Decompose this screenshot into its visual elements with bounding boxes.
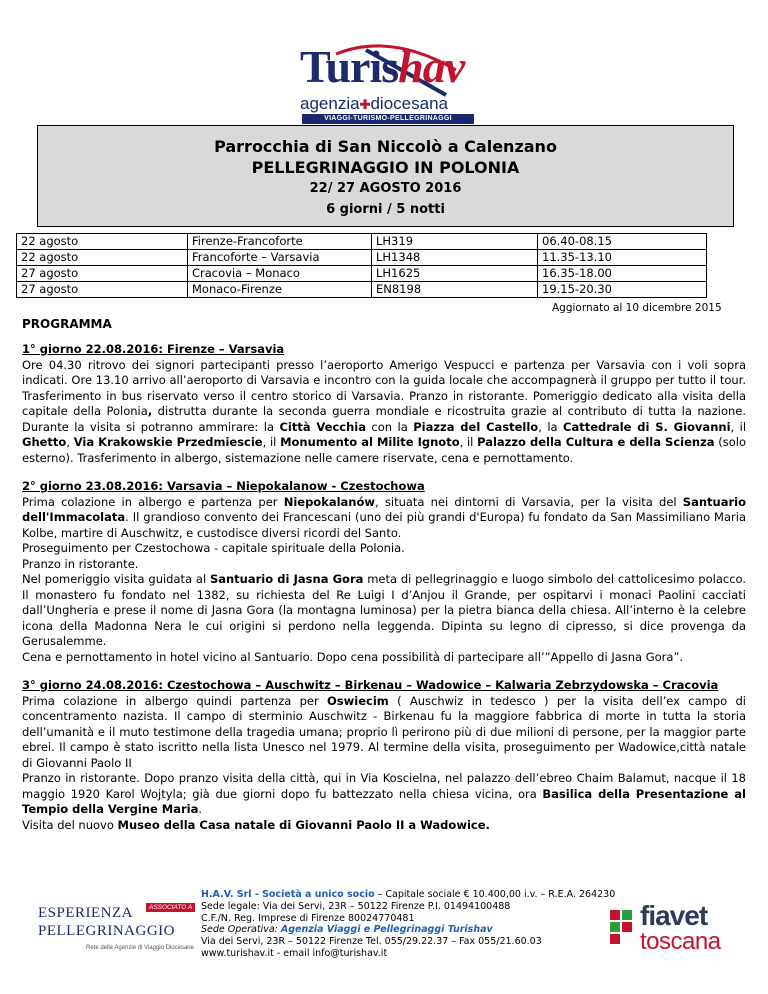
fiavet-mark-icon xyxy=(608,908,636,948)
flight-route: Monaco-Firenze xyxy=(188,282,372,298)
footer-line xyxy=(201,889,621,901)
exp-logo-line2: PELLEGRINAGGIO xyxy=(38,923,175,939)
logo-band: VIAGGI-TURISMO-PELLEGRINAGGI xyxy=(302,114,474,124)
programme-heading: PROGRAMMA xyxy=(22,317,112,331)
logo-word-left: Turis xyxy=(300,41,399,92)
day2-text xyxy=(22,495,746,542)
trip-duration: 6 giorni / 5 notti xyxy=(326,202,445,217)
day3-text xyxy=(22,771,746,818)
table-row xyxy=(17,250,707,266)
footer-line xyxy=(201,924,621,936)
flight-date: 22 agosto xyxy=(17,250,188,266)
table-row xyxy=(17,282,707,298)
day2-text: Cena e pernottamento in hotel vicino al Santuario. Dopo cena possibilità di partecipare all’”Appello di Jasna Gora”. xyxy=(22,649,684,664)
day1-text xyxy=(22,358,746,467)
day2-text xyxy=(22,572,746,650)
parish-name: Parrocchia di San Niccolò a Calenzano xyxy=(214,137,557,156)
flight-time: 16.35-18.00 xyxy=(538,266,707,282)
place-name: Santuario dell'Immacolata xyxy=(22,494,746,524)
text-run: , il xyxy=(262,435,281,449)
text-run: Pranzo in ristorante. Dopo pranzo visita della città, qui in Via Koscielna, nel palazzo dell’ebreo Chaim Balamut, nacque il 18 maggio 1920 Karol Wojtyla; già due giorni dopo fu battezzato nella chiesa vicina, ora xyxy=(22,771,746,801)
fiavet-region: toscana xyxy=(640,928,721,955)
company-name: H.A.V. Srl - Società a unico socio xyxy=(201,889,375,900)
flight-number: LH1348 xyxy=(372,250,538,266)
text-run: Ore 04.30 ritrovo dei signori partecipanti presso l’aeroporto Amerigo Vespucci e partenza per Varsavia con i voli sopra indicati. Ore 13.10 arrivo all’aeroporto di Varsavia e incontro con la guida locale che accompagnerà il gruppo per tutto il tour. Trasferimento in bus riservato verso il centro storico di Varsavia. Pranzo in ristorante. Pomeriggio dedicato alla visita della capitale della Polonia xyxy=(22,357,746,418)
operative-label: Sede Operativa: xyxy=(201,924,281,936)
flight-number: LH319 xyxy=(372,234,538,250)
text-run: ( Auschwiz in tedesco ) per la visita dell’ex campo di concentramento nazista. Il campo di sterminio Auschwitz - Birkenau fu la maggiore fabbrica di morte in tutta la storia dell’umanità e il muto testimone della tragedia umana; proprio lì perirono più di due milioni di persone, per la maggior parte ebrei. Il campo è stato iscritto nella lista Unesco nel 1979. Al termine della visita, proseguimento per Wadowice,città natale di Giovanni Paolo II xyxy=(22,693,747,770)
flight-number: EN8198 xyxy=(372,282,538,298)
text-run: Prima colazione in albergo e partenza per xyxy=(22,494,284,509)
day2-title xyxy=(22,479,746,495)
text-run: distrutta durante la seconda guerra mondiale e ricostruita grazie al contributo di tutta la nazione. Durante la visita si potranno ammirare: la xyxy=(22,404,747,434)
company-capital: – Capitale sociale € 10.400,00 i.v. – R.E.A. 264230 xyxy=(374,889,616,900)
text-run: (solo esterno). Trasferimento in albergo, sistemazione nelle camere riservate, cena e pernottamento. xyxy=(22,435,746,465)
footer-line: C.F./N. Reg. Imprese di Firenze 80024770481 xyxy=(201,912,415,924)
place-name: Basilica della Presentazione al Tempio della Vergine Maria xyxy=(22,786,746,816)
updated-note: Aggiornato al 10 dicembre 2015 xyxy=(552,302,722,314)
logo-wordmark xyxy=(300,40,464,93)
place-name: Museo della Casa natale di Giovanni Paolo II a Wadowice. xyxy=(117,817,490,832)
trip-dates: 22/ 27 AGOSTO 2016 xyxy=(309,181,462,196)
logo-sub-left: agenzia xyxy=(300,94,360,113)
place-name: Palazzo della Cultura e della Scienza xyxy=(477,435,715,449)
place-name: Cattedrale di S. Giovanni xyxy=(563,419,731,434)
day3-text xyxy=(22,818,746,834)
flight-route: Firenze-Francoforte xyxy=(188,234,372,250)
place-name: Monumento al Milite Ignoto xyxy=(280,435,460,449)
flight-time: 19.15-20.30 xyxy=(538,282,707,298)
exp-logo-line1: ESPERIENZA xyxy=(38,905,133,921)
logo-word-right: hav xyxy=(398,41,465,92)
flights-table xyxy=(16,233,707,298)
place-name: Niepokalanów xyxy=(283,494,376,509)
footer-line: Sede legale: Via dei Servi, 23R – 50122 Firenze P.I. 01494100488 xyxy=(201,900,511,912)
place-name: Oswiecim xyxy=(327,693,389,708)
bold-run: , xyxy=(147,404,153,418)
text-run: Prima colazione in albergo quindi partenza per xyxy=(22,693,328,708)
flight-route: Francoforte – Varsavia xyxy=(188,250,372,266)
exp-logo-caption: Rete delle Agenzie di Viaggio Diocesane xyxy=(86,945,194,951)
day1-title xyxy=(22,342,746,358)
header-box xyxy=(37,125,734,227)
flight-time: 11.35-13.10 xyxy=(538,250,707,266)
day2-text: Proseguimento per Czestochowa - capitale spirituale della Polonia. xyxy=(22,541,405,555)
operative-name: Agenzia Viaggi e Pellegrinaggi Turishav xyxy=(280,924,493,936)
exp-logo-badge: ASSOCIATO A xyxy=(146,903,195,912)
text-run: . Il grandioso convento dei Francescani (uno dei più grandi d'Europa) fu fondato da San Massimiliano Maria Kolbe, martire di Auschwitz, e custodisce diversi ricordi del Santo. xyxy=(22,510,746,540)
cross-icon: ✚ xyxy=(359,97,371,112)
day3-title xyxy=(22,678,746,694)
day2-text: Pranzo in ristorante. xyxy=(22,556,139,571)
logo-subtitle xyxy=(300,94,448,114)
flight-route: Cracovia – Monaco xyxy=(188,266,372,282)
text-run: , il xyxy=(459,435,478,449)
footer-line: www.turishav.it - email info@turishav.it xyxy=(201,947,388,959)
table-row xyxy=(17,234,707,250)
table-row xyxy=(17,266,707,282)
place-name: Santuario di Jasna Gora xyxy=(209,572,364,586)
text-run: , il xyxy=(730,419,747,434)
flight-date: 22 agosto xyxy=(17,234,188,250)
place-name: Via Krakowskie Przedmiescie xyxy=(73,435,263,449)
place-name: Ghetto xyxy=(22,435,67,449)
text-run: con la xyxy=(365,419,414,434)
day3-text xyxy=(22,694,746,772)
text-run: . xyxy=(198,802,202,816)
flight-number: LH1625 xyxy=(372,266,538,282)
day-title: 3° giorno 24.08.2016: Czestochowa – Auschwitz – Birkenau – Wadowice – Kalwaria Zebrzydowska – Cracovia xyxy=(22,678,719,692)
day-title: 1° giorno 22.08.2016: Firenze – Varsavia xyxy=(22,342,285,356)
text-run: , situata nei dintorni di Varsavia, per la visita del xyxy=(375,494,683,509)
flight-time: 06.40-08.15 xyxy=(538,234,707,250)
footer-line: Via dei Servi, 23R – 50122 Firenze Tel. 055/29.22.37 – Fax 055/21.60.03 xyxy=(201,936,542,948)
trip-title: PELLEGRINAGGIO IN POLONIA xyxy=(251,158,520,177)
logo-sub-right: diocesana xyxy=(370,94,448,113)
day-title: 2° giorno 23.08.2016: Varsavia – Niepokalanow - Czestochowa xyxy=(22,479,425,493)
flight-date: 27 agosto xyxy=(17,282,188,298)
place-name: Città Vecchia xyxy=(279,419,366,434)
flight-date: 27 agosto xyxy=(17,266,188,282)
text-run: , xyxy=(66,435,74,449)
esperienza-pellegrinaggio-logo xyxy=(38,903,198,959)
programme-content xyxy=(22,342,746,833)
turishav-logo xyxy=(296,40,486,120)
fiavet-logo xyxy=(608,902,743,962)
company-footer xyxy=(201,889,621,960)
text-run: Visita del nuovo xyxy=(22,817,118,832)
place-name: Piazza del Castello xyxy=(413,419,539,434)
text-run: Nel pomeriggio visita guidata al xyxy=(22,572,210,586)
text-run: , la xyxy=(538,419,564,434)
fiavet-name: fiavet xyxy=(640,900,708,931)
text-run: meta di pellegrinaggio e luogo simbolo del cattolicesimo polacco. Il monastero fu fondato nel 1382, su richiesta del Re Luigi I d’Anjou il Grande, per ospitarvi i monaci Paolini cacciati dall’Ungheria e prese il nome di Jasna Gora (la montagna luminosa) per la pietra bianca della chiesa. All’interno è la celebre icona della Madonna Nera le cui origini si perdono nella leggenda. Dipinta su legno di cipresso, si dice provenga da Gerusalemme. xyxy=(22,572,747,648)
